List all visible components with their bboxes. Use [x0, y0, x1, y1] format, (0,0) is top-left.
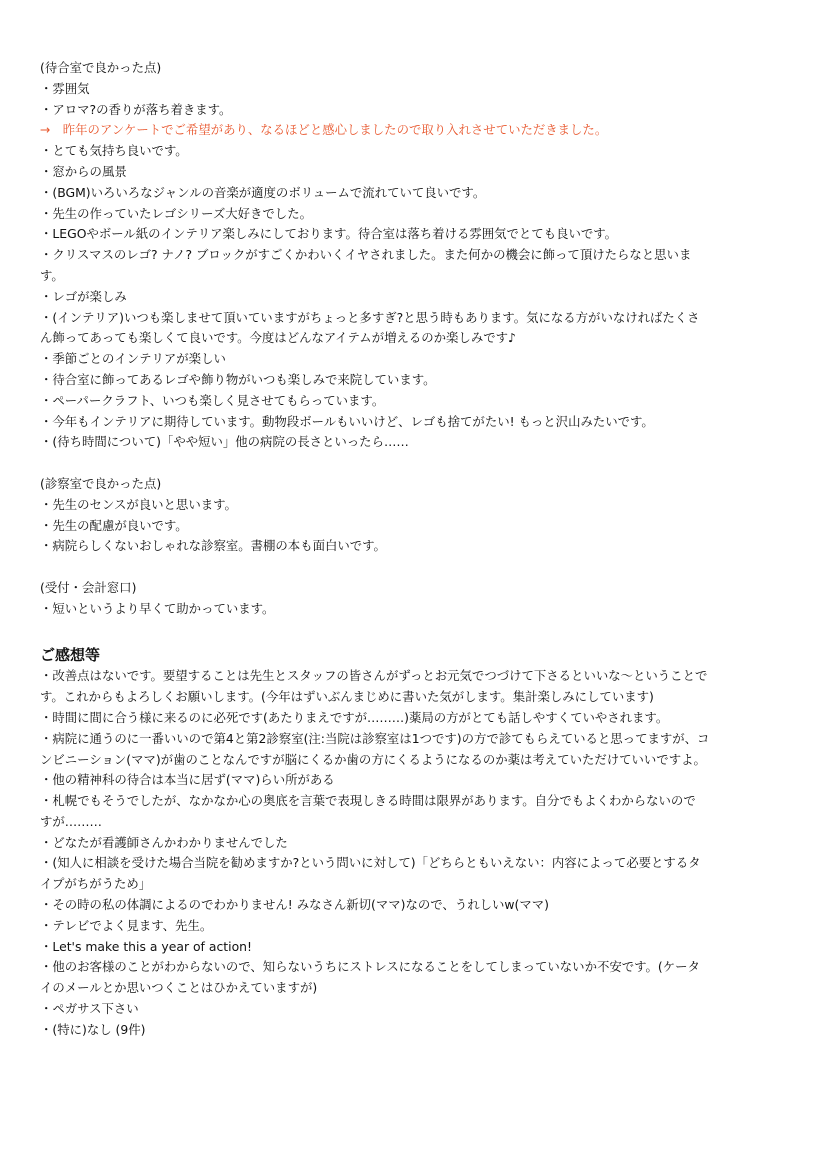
reception-section [40, 578, 781, 620]
list-item: ・先生の配慮が良いです。 [40, 517, 188, 533]
exam-room-section [40, 474, 781, 557]
list-item: ・とても気持ち良いです。 [40, 143, 188, 159]
list-item-continued: イのメールとか思いつくことはひかえていますが) [40, 980, 318, 996]
list-item: ・病院に通うのに一番いいので第4と第2診察室(注:当院は診察室は1つです)の方で診てもらえていると思ってますが、コ [40, 730, 710, 746]
spacer [40, 557, 781, 578]
section-heading: ご感想等 [40, 646, 101, 665]
list-item-continued: イプがちがうため」 [40, 876, 152, 892]
list-item: ・テレビでよく見ます、先生。 [40, 917, 213, 933]
list-item: ・LEGOやボール紙のインテリア楽しみにしております。待合室は落ち着ける雰囲気でとても良いです。 [40, 226, 618, 242]
list-item: ・今年もインテリアに期待しています。動物段ボールもいいけど、レゴも捨てがたい! もっと沢山みたいです。 [40, 413, 654, 429]
list-item: ・待合室に飾ってあるレゴや飾り物がいつも楽しみで来院しています。 [40, 371, 436, 387]
list-item: ・どなたが看護師さんかわかりませんでした [40, 834, 288, 850]
list-item: ・(知人に相談を受けた場合当院を勧めますか?という問いに対して)「どちらともいえない：内容によって必要とするタ [40, 855, 701, 871]
section-title: (待合室で良かった点) [40, 60, 162, 75]
list-item-continued: ん飾ってあっても楽しくて良いです。今度はどんなアイテムが増えるのか楽しみです♪ [40, 330, 516, 346]
list-item: ・先生のセンスが良いと思います。 [40, 496, 237, 512]
list-item: ・その時の私の体調によるのでわかりません! みなさん新切(ママ)なので、うれしいw(ママ) [40, 897, 549, 913]
list-item: ・(BGM)いろいろなジャンルの音楽が適度のボリュームで流れていて良いです。 [40, 184, 486, 200]
spacer [40, 620, 781, 641]
list-item: ・Let's make this a year of action! [40, 938, 252, 954]
list-item: ・先生の作っていたレゴシリーズ大好きでした。 [40, 205, 312, 221]
list-item: ・雰囲気 [40, 80, 90, 96]
list-item: ・(特に)なし (9件) [40, 1021, 146, 1037]
list-item: ・(インテリア)いつも楽しませて頂いていますがちょっと多すぎ?と思う時もあります。気になる方がいなければたくさ [40, 309, 700, 325]
list-item: ・他のお客様のことがわからないので、知らないうちにストレスになることをしてしまっていないか不安です。(ケータ [40, 959, 700, 975]
list-item: ・アロマ?の香りが落ち着きます。 [40, 101, 232, 117]
section-title: (受付・会計窓口) [40, 579, 137, 595]
list-item: ・病院らしくないおしゃれな診察室。書棚の本も面白いです。 [40, 538, 386, 554]
list-item: ・改善点はないです。要望することは先生とスタッフの皆さんがずっとお元気でつづけて下さるといいな〜ということで [40, 668, 708, 684]
list-item: ・短いというより早くて助かっています。 [40, 600, 275, 616]
list-item-continued: すが……… [40, 813, 102, 829]
section-title: (診察室で良かった点) [40, 475, 162, 491]
list-item-continued: す。これからもよろしくお願いします。(今年はずいぶんまじめに書いた気がします。集計楽しみにしています) [40, 689, 654, 705]
list-item: ・ペガサス下さい [40, 1001, 139, 1017]
list-item: ・レゴが楽しみ [40, 288, 127, 304]
list-item: ・ペーパークラフト、いつも楽しく見させてもらっています。 [40, 392, 385, 408]
clinic-reply: → 昨年のアンケートでご希望があり、なるほどと感心しましたので取り入れさせていただきました。 [40, 122, 608, 138]
list-item: ・季節ごとのインテリアが楽しい [40, 351, 226, 367]
impressions-section [40, 644, 781, 1040]
list-item: ・(待ち時間について)「やや短い」他の病院の長さといったら…… [40, 434, 409, 450]
list-item: ・時間に間に合う様に来るのに必死です(あたりまえですが………)薬局の方がとても話しやすくていやされます。 [40, 709, 669, 725]
list-item: ・札幌でもそうでしたが、なかなか心の奥底を言葉で表現しきる時間は限界があります。自分でもよくわからないので [40, 793, 696, 809]
list-item-continued: す。 [40, 267, 64, 283]
list-item: ・クリスマスのレゴ? ナノ? ブロックがすごくかわいくイヤされました。また何かの機会に飾って頂けたらなと思いま [40, 247, 692, 263]
list-item-continued: ンビニーション(ママ)が歯のことなんですが脳にくるか歯の方にくるようになるのか薬は考えていただけていいですよ。 [40, 751, 706, 767]
spacer [40, 453, 781, 474]
waiting-room-section [40, 58, 781, 453]
list-item: ・窓からの風景 [40, 163, 127, 179]
list-item: ・他の精神科の待合は本当に居ず(ママ)らい所がある [40, 772, 335, 788]
